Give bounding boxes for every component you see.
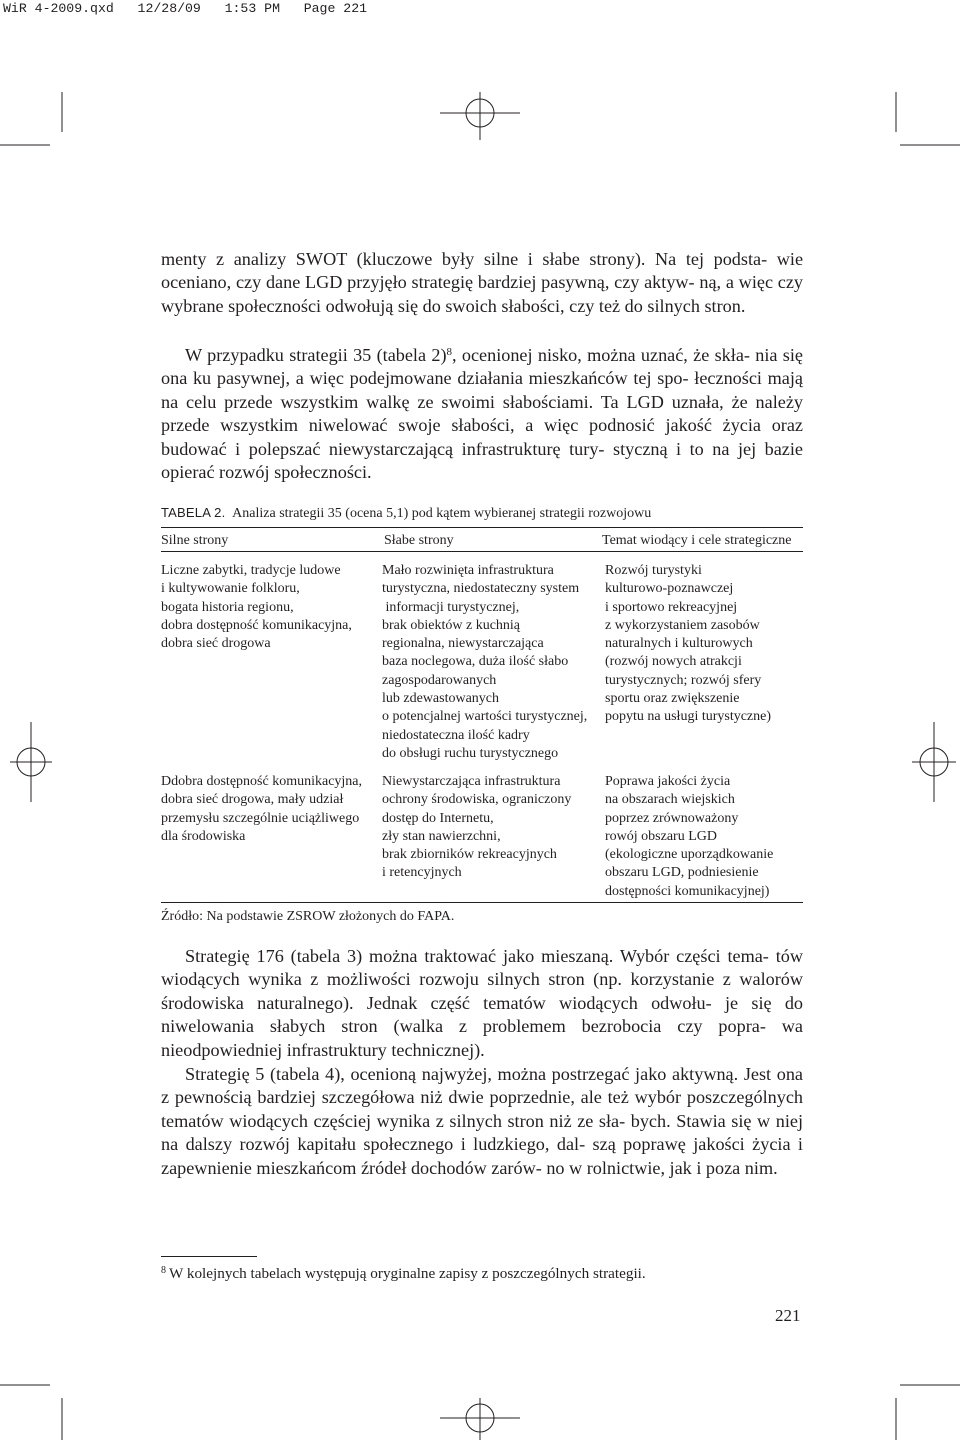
registration-mark-top xyxy=(440,92,520,140)
table-header-rule xyxy=(161,551,803,552)
table-top-rule xyxy=(161,527,803,528)
registration-mark-right xyxy=(912,722,956,802)
paragraph-2: W przypadku strategii 35 (tabela 2)$^8$, ocenionej nisko, można uznać, że skła- nia się ona ku pasywnej, a więc podejmowane działania mieszkańców tej spo- łeczności mają na celu przede wszystkim walkę ze swoimi słabościami. Ta LGD uznała, że należy przede wszystkim niwelować swoje słabości, a więc podnosić jakość życia oraz budować i polepszać niewystarczającą infrastrukturę tury- styczną i to na jej bazie opierać rozwój społeczności. xyxy=(161,345,804,483)
footnote xyxy=(161,1264,646,1284)
page-number: 221 xyxy=(775,1306,801,1325)
table-header-weaknesses: Słabe strony xyxy=(384,533,454,548)
table-source: Źródło: Na podstawie ZSROW złożonych do FAPA. xyxy=(161,909,455,924)
table-title: Analiza strategii 35 (ocena 5,1) pod kątem wybieranej strategii rozwojowu xyxy=(232,506,652,521)
footnote-rule xyxy=(161,1256,257,1257)
paragraph-1: menty z analizy SWOT (kluczowe były silne i słabe strony). Na tej podsta- wie oceniano, czy dane LGD przyjęło strategię bardziej pasywną, czy aktyw- ną, a więc czy wybrane społeczności odwołują się do swoich słabości, czy też do silnych stron. xyxy=(161,249,804,316)
printer-slug: WiR 4-2009.qxd 12/28/09 1:53 PM Page 221 xyxy=(3,1,368,16)
table-row-2-themes: Poprawa jakości życia na obszarach wiejskich poprzez zrównoważony rowój obszaru LGD (ekologiczne uporządkowanie obszaru LGD, podniesienie dostępności komunikacyjnej) xyxy=(605,774,774,899)
table-row-1-themes: Rozwój turystyki kulturowo-poznawczej i sportowo rekreacyjnej z wykorzystaniem zasobów naturalnych i kulturowych (rozwój nowych atrakcji turystycznych; rozwój sfery sportu oraz zwiększenie popytu na usługi turystyczne) xyxy=(605,563,772,725)
table-row-1-weaknesses: Mało rozwinięta infrastruktura turystyczna, niedostateczny system informacji turystycznej, brak obiektów z kuchnią regionalna, niewystarczająca baza noclegowa, duża ilość słabo zagospodarowanych lub zdewastowanych o potencjalnej wartości turystycznej, niedostateczna ilość kadry do obsługi ruchu turystycznego xyxy=(382,563,588,761)
table-row-2-strengths: Ddobra dostępność komunikacyjna, dobra sieć drogowa, mały udział przemysłu szczególnie uciążliwego dla środowiska xyxy=(161,774,363,844)
registration-mark-bottom xyxy=(440,1398,520,1440)
registration-mark-left xyxy=(10,722,52,802)
footnote-ref[interactable]: 8 xyxy=(446,346,453,358)
table-row-2-weaknesses: Niewystarczająca infrastruktura ochrony środowiska, ograniczony dostęp do Internetu, zły stan nawierzchni, brak zbiorników rekreacyjnych i retencyjnych xyxy=(382,774,572,881)
footnote-text: W kolejnych tabelach występują oryginalne zapisy z poszczególnych strategii. xyxy=(169,1265,646,1282)
table-header-strengths: Silne strony xyxy=(161,533,229,548)
table-header-themes: Temat wiodący i cele strategiczne xyxy=(602,533,792,548)
table-label: TABELA 2. xyxy=(161,505,226,520)
table-bottom-rule xyxy=(161,902,803,903)
footnote-number: 8 xyxy=(161,1265,166,1276)
table-caption xyxy=(161,504,821,523)
table-row-1-strengths: Liczne zabytki, tradycje ludowe i kultywowanie folkloru, bogata historia regionu, dobra dostępność komunikacyjna, dobra sieć drogowa xyxy=(161,563,352,652)
paragraph-3: Strategię 176 (tabela 3) można traktować jako mieszaną. Wybór części tema- tów wiodących wynika z możliwości rozwoju silnych stron (np. korzystanie z walorów środowiska naturalnego). Jednak część tematów wiodących odwołu- je się do niwelowania słabych stron (walka z problemem bezrobocia czy popra- wa nieodpowiedniej infrastruktury technicznej). xyxy=(161,946,804,1060)
paragraph-4: Strategię 5 (tabela 4), ocenioną najwyżej, można postrzegać jako aktywną. Jest ona z pewnością bardziej szczegółowa niż dwie poprzednie, ale też wybór poszczególnych tematów wiodących częściej wynika z silnych stron niż ze sła- bych. Stawia się w niej na dalszy rozwój kapitału społecznego i ludzkiego, dal- szą poprawę jakości życia i zapewnienie mieszkańcom źródeł dochodów zarów- no w rolnictwie, jak i poza nim. xyxy=(161,1064,803,1178)
